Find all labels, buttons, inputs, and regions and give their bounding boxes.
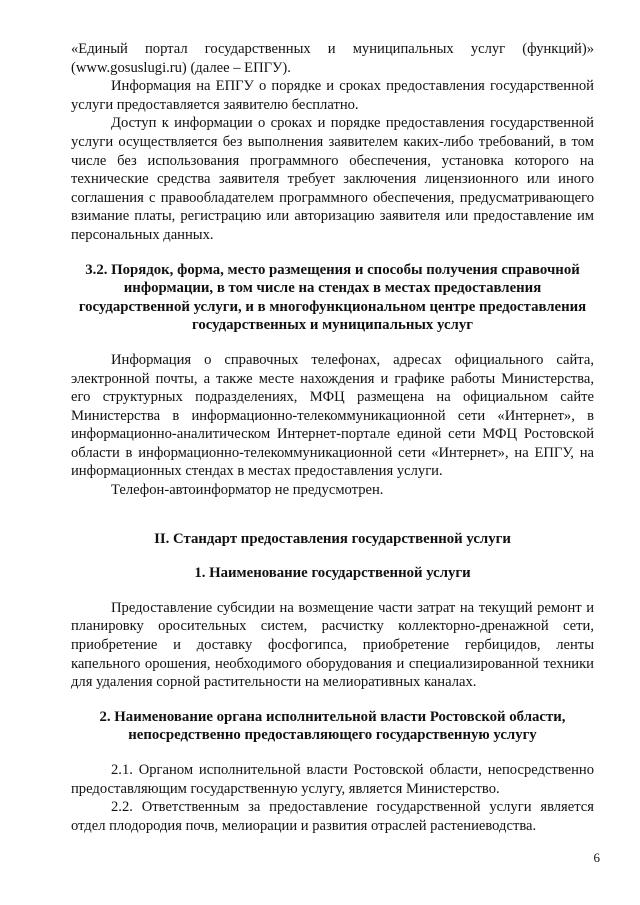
page-number: 6 — [593, 850, 600, 865]
section-1-heading: 1. Наименование государственной услуги — [194, 565, 471, 582]
spacer — [71, 335, 594, 351]
section-2-paragraph-responsible: 2.2. Ответственным за предоставление государственной услуги является отдел плодородия почв, мелиорации и развития отраслей растениеводства. — [71, 799, 594, 834]
document-body — [71, 40, 594, 835]
spacer — [71, 583, 594, 599]
spacer — [71, 692, 594, 708]
section-2-paragraph-authority: 2.1. Органом исполнительной власти Ростовской области, непосредственно предоставляющим государственную услугу, является Министерство. — [71, 762, 594, 797]
spacer — [71, 745, 594, 761]
section-1-paragraph: Предоставление субсидии на возмещение части затрат на текущий ремонт и планировку оросительных систем, расчистку коллекторно-дренажной сети, приобретение и доставку фосфогипса, приобретение гербицидов, ленты капельного орошения, необходимого оборудования и специализированной техники для удаления сорной растительности на мелиоративных каналах. — [71, 599, 594, 691]
section-3-2-heading: 3.2. Порядок, форма, место размещения и способы получения справочной информации, в том числе на стендах в местах предоставления государственной услуги, и в многофункциональном центре предоставления государственных и муниципальных услуг — [78, 261, 587, 334]
intro-paragraph-access: Доступ к информации о сроках и порядке предоставления государственной услуги осуществляется без выполнения заявителем каких-либо требований, в том числе без использования программного обеспечения, установка которого на технические средства заявителя требует заключения лицензионного или иного соглашения с правообладателем программного обеспечения, предусматривающего взимание платы, регистрацию или авторизацию заявителя или предоставление им персональных данных. — [71, 115, 594, 243]
part-2-heading: II. Стандарт предоставления государственной услуги — [154, 530, 511, 547]
spacer — [71, 548, 594, 564]
section-3-2-paragraph-contacts: Информация о справочных телефонах, адресах официального сайта, электронной почты, а также месте нахождения и графике работы Министерства, его структурных подразделениях, МФЦ размещена на официальном сайте Министерства в информационно-телекоммуникационной сети «Интернет», в информационно-аналитическом Интернет-портале единой сети МФЦ Ростовской области в информационно-телекоммуникационной сети «Интернет», на ЕПГУ, на информационных стендах в местах предоставления услуги. — [71, 351, 594, 480]
intro-paragraph-portal: «Единый портал государственных и муниципальных услуг (функций)» (www.gosuslugi.ru) (далее – ЕПГУ). — [71, 41, 594, 76]
section-2-heading: 2. Наименование органа исполнительной власти Ростовской области, непосредственно предоставляющего государственную услугу — [99, 708, 566, 744]
spacer — [71, 245, 594, 261]
section-3-2-paragraph-phone: Телефон-автоинформатор не предусмотрен. — [111, 482, 384, 499]
intro-paragraph-free-info: Информация на ЕПГУ о порядке и сроках предоставления государственной услуги предоставляется заявителю бесплатно. — [71, 78, 594, 113]
spacer — [71, 500, 594, 530]
